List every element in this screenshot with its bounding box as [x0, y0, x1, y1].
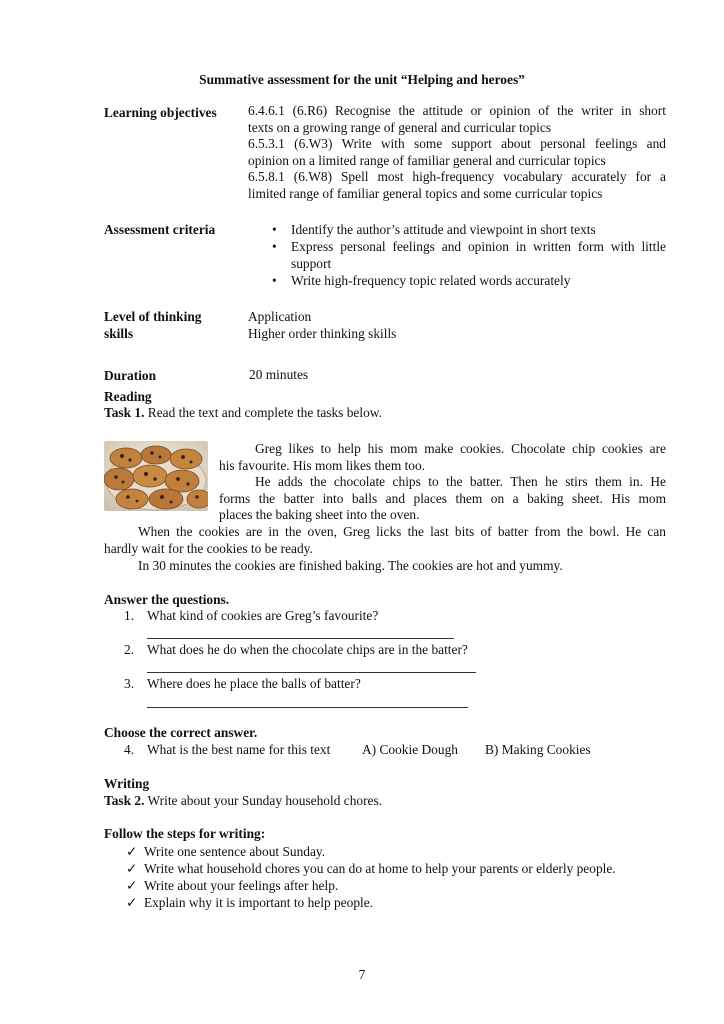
objective-line: opinion on a limited range of familiar general and curricular topics	[248, 152, 606, 168]
story-paragraph-4: In 30 minutes the cookies are finished baking. The cookies are hot and yummy.	[138, 558, 563, 573]
answer-line[interactable]	[147, 638, 454, 639]
learning-objectives-text	[248, 103, 666, 202]
learning-objectives-label: Learning objectives	[104, 105, 217, 120]
checkmark-icon: ✓	[126, 895, 138, 910]
bullet-icon: •	[272, 222, 277, 237]
bullet-icon: •	[272, 273, 277, 288]
criteria-item: • Express personal feelings and opinion in written form with little support	[272, 239, 666, 271]
option-b[interactable]: B) Making Cookies	[485, 742, 591, 757]
thinking-skills-value: Application Higher order thinking skills	[248, 309, 397, 341]
checkmark-icon: ✓	[126, 878, 138, 893]
story-paragraph-1: Greg likes to help his mom make cookies. Chocolate chip cookies are his favourite. His mom likes them too. He adds the chocolate chips to the batter. Then he stirs them in. He forms the batter into balls and places them on a baking sheet. His mom places the baking sheet into the oven.	[219, 441, 666, 523]
task1-instruction: Task 1. Read the text and complete the tasks below.	[104, 405, 382, 420]
checkmark-icon: ✓	[126, 844, 138, 859]
question-number: 3.	[124, 676, 135, 691]
question-number: 2.	[124, 642, 135, 657]
reading-heading: Reading	[104, 389, 152, 404]
story-paragraph-3: When the cookies are in the oven, Greg licks the last bits of batter from the bowl. He can hardly wait for the cookies to be ready.	[104, 524, 666, 556]
questions-heading: Answer the questions.	[104, 592, 230, 607]
choose-heading: Choose the correct answer.	[104, 725, 258, 740]
objective-line: 6.5.3.1 (6.W3) Write with some support about personal feelings and	[248, 136, 666, 151]
assessment-criteria-label: Assessment criteria	[104, 222, 216, 237]
steps-heading: Follow the steps for writing:	[104, 826, 266, 841]
duration-value: 20 minutes	[249, 367, 309, 382]
duration-label: Duration	[104, 368, 157, 383]
objective-line: texts on a growing range of general and curricular topics	[248, 119, 552, 135]
thinking-skills-label: Level of thinking skills	[104, 309, 202, 341]
step-item: ✓ Write what household chores you can do at home to help your parents or elderly people.	[126, 861, 616, 876]
assessment-criteria-list	[270, 221, 666, 289]
question-text: What is the best name for this text	[147, 742, 331, 757]
task2-instruction: Task 2. Write about your Sunday household chores.	[104, 793, 383, 808]
bullet-icon: •	[272, 239, 277, 254]
page-number: 7	[358, 967, 366, 982]
criteria-item: • Identify the author’s attitude and viewpoint in short texts	[272, 222, 596, 237]
answer-line[interactable]	[147, 672, 476, 673]
question-number: 1.	[124, 608, 135, 623]
question-text: What kind of cookies are Greg’s favourite?	[147, 608, 379, 623]
criteria-item: • Write high-frequency topic related words accurately	[272, 273, 571, 288]
writing-heading: Writing	[104, 776, 150, 791]
question-text: What does he do when the chocolate chips are in the batter?	[147, 642, 468, 657]
question-number: 4.	[124, 742, 135, 757]
option-a[interactable]: A) Cookie Dough	[362, 742, 458, 757]
objective-line: limited range of familiar general topics and some curricular topics	[248, 185, 603, 201]
checkmark-icon: ✓	[126, 861, 138, 876]
answer-line[interactable]	[147, 707, 468, 708]
question-text: Where does he place the balls of batter?	[147, 676, 361, 691]
cookies-photo	[104, 441, 208, 511]
objective-line: 6.4.6.1 (6.R6) Recognise the attitude or opinion of the writer in short	[248, 103, 666, 118]
objective-line: 6.5.8.1 (6.W8) Spell most high-frequency vocabulary accurately for a	[248, 169, 666, 184]
step-item: ✓ Write about your feelings after help.	[126, 878, 339, 893]
step-item: ✓ Write one sentence about Sunday.	[126, 844, 326, 859]
steps-list	[126, 843, 686, 911]
page-title: Summative assessment for the unit “Helping and heroes”	[199, 72, 525, 87]
step-item: ✓ Explain why it is important to help people.	[126, 895, 374, 910]
